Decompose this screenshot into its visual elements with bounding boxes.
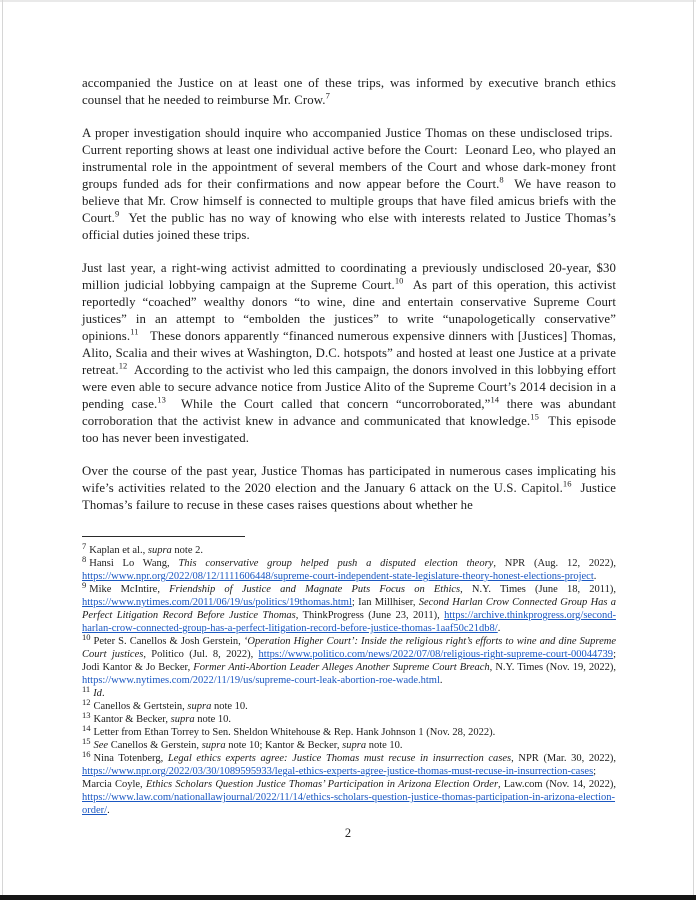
text-run: ; Marcia Coyle, [82,766,597,790]
hyperlink[interactable]: https://www.nytimes.com/2022/11/19/us/supreme-court-leak-abortion-roe-wade.html [82,675,440,686]
text-run: note 10. [194,714,232,725]
text-run: Mike McIntire, [89,584,170,595]
footnote-item [82,709,616,726]
footnote-number: 8 [82,553,87,564]
italic-text: Legal ethics experts agree: Justice Thomas must recuse in insurrection cases [167,753,512,764]
footnote-item [82,696,616,713]
text-run: Hansi Lo Wang, [89,558,179,569]
body-paragraphs [82,75,616,514]
text-run: Kantor & Becker, [93,714,171,725]
scan-edge-top [0,0,696,2]
hyperlink[interactable]: https://www.politico.com/news/2022/07/08/religious-right-supreme-court-00044739 [258,649,614,660]
text-run: Peter S. Canellos & Josh Gerstein, [93,636,244,647]
footnote-ref: 15 [530,411,539,422]
italic-text: ‘Operation Higher Court’: Inside the religious right’s efforts to wine and dine Supreme Court justices [82,636,616,660]
text-run: , Politico (Jul. 8, 2022), [143,649,259,660]
footnote-number: 16 [82,748,91,759]
footnote-number: 13 [82,709,91,720]
footnote-number: 14 [82,722,91,733]
paragraph [82,125,616,244]
hyperlink[interactable]: https://www.nytimes.com/2011/06/19/us/politics/19thomas.html [82,597,352,608]
paragraph [82,75,616,109]
text-run: note 10; Kantor & Becker, [225,740,343,751]
italic-text: Friendship of Justice and Magnate Puts Focus on Ethics [169,584,461,595]
text-run: , N.Y. Times (Nov. 19, 2022), [489,662,616,673]
document-content [82,75,616,900]
footnote-item [82,683,616,700]
text-run: These donors apparently “financed numerous expensive dinners with [Justices] Thomas, Alito, Scalia and their wives at Washington, D.C. hotspots” and hosted at least one Justice at a private retreat. [82,329,616,377]
text-run: This episode too has never been investigated. [82,414,617,445]
scan-edge-left [2,0,3,900]
text-run: According to the activist who led this campaign, the donors involved in this lobbying effort were even able to secure advance notice from Justice Alito of the Supreme Court’s 2014 decision in a pending case. [82,363,616,411]
text-run: . [593,571,597,582]
text-run: As part of this operation, this activist reportedly “coached” wealthy donors “to wine, dine and entertain conservative Supreme Court justices” in an attempt to “embolden the justices” to write “unapologetically conservative” opinions. [82,278,617,343]
hyperlink[interactable]: https://www.npr.org/2022/08/12/1111606448/supreme-court-independent-state-legislature-theory-honest-elections-project [82,571,594,582]
text-run: A proper investigation should inquire who accompanied Justice Thomas on these undisclosed trips. Current reporting shows at least one individual active before the Court: Leonard Leo, who played an instrumental role in the appointment of several members of the Court and whose dark-money front groups funded ads for their confirmations and now appear before the Court. [82,126,616,191]
footnote-item [82,540,616,557]
text-run: Letter from Ethan Torrey to Sen. Sheldon Whitehouse & Rep. Hank Johnson 1 (Nov. 28, 2022). [93,727,496,738]
italic-text: Former Anti-Abortion Leader Alleges Another Supreme Court Breach [193,662,490,673]
italic-text: See [93,740,109,751]
hyperlink[interactable]: https://www.npr.org/2022/03/30/1089595933/legal-ethics-experts-agree-justice-thomas-must-recuse-in-insurrection-cases [82,766,594,777]
footnote-item [82,748,616,817]
text-run: , NPR (Mar. 30, 2022), [511,753,616,764]
hyperlink[interactable]: https://www.law.com/nationallawjournal/2022/11/14/ethics-scholars-question-justice-thomas-participation-in-arizona-election-order/ [82,792,616,816]
text-run: , NPR (Aug. 12, 2022), [493,558,617,569]
footnote-ref: 10 [394,275,404,286]
text-run: . [439,675,443,686]
footnote-number: 7 [82,540,87,551]
text-run: Justice Thomas’s failure to recuse in these cases raises questions about whether he [82,481,616,512]
text-run: Canellos & Gerstein, [108,740,202,751]
text-run: . [107,805,110,816]
text-run: Canellos & Gertstein, [93,701,188,712]
text-run: , ThinkProgress (June 23, 2011), [295,610,445,621]
footnote-ref: 16 [562,478,572,489]
text-run: , N.Y. Times (June 18, 2011), [460,584,616,595]
footnote-ref: 12 [118,360,128,371]
text-run: ; Ian Millhiser, [351,597,419,608]
footnote-number: 9 [82,579,87,590]
footnote-ref: 9 [114,208,120,219]
text-run: Nina Totenberg, [93,753,168,764]
text-run: . [497,623,501,634]
scan-edge-right [693,0,694,900]
italic-text: supra [187,701,212,712]
footnote-item [82,579,617,635]
italic-text: supra [201,740,226,751]
footnote-item [82,735,616,752]
paragraph [82,260,616,447]
italic-text: Ethics Scholars Question Justice Thomas’ Participation in Arizona Election Order [145,779,499,790]
footnote-ref: 7 [325,90,330,101]
text-run: Just last year, a right-wing activist admitted to coordinating a previously undisclosed 20-year, $30 million judicial lobbying campaign at the Supreme Court. [82,261,616,292]
text-run: . [101,688,105,699]
text-run: Kaplan et al., [89,545,148,556]
text-run: ; Jodi Kantor & Jo Becker, [82,649,616,673]
footnote-number: 12 [82,696,91,707]
footnote-divider [82,536,245,537]
text-run: Over the course of the past year, Justice Thomas has participated in numerous cases implicating his wife’s activities related to the 2020 election and the January 6 attack on the U.S. Capitol. [82,464,616,495]
text-run: note 2. [171,545,203,556]
text-run: there was abundant corroboration that the activist knew in advance and communicated that knowledge. [82,397,617,428]
text-run: Yet the public has no way of knowing who else with interests related to Justice Thomas’s official duties joined these trips. [82,211,616,242]
footnote-ref: 8 [499,174,504,185]
footnote-number: 10 [82,631,91,642]
footnote-ref: 14 [490,394,500,405]
footnote-item [82,631,616,687]
text-run: While the Court called that concern “uncorroborated,” [165,397,491,411]
footnote-item [82,553,617,583]
footnotes-section [82,540,617,817]
hyperlink[interactable]: https://archive.thinkprogress.org/second-harlan-crow-connected-group-has-a-perfect-litigation-record-before-justice-thomas-1aaf50c21db8/ [82,610,616,634]
footnote-number: 15 [82,735,91,746]
text-run: , Law.com (Nov. 14, 2022), [498,779,616,790]
italic-text: supra [342,740,367,751]
text-run: accompanied the Justice on at least one of these trips, was informed by executive branch ethics counsel that he needed to reimburse Mr. Crow. [82,76,616,107]
italic-text: Id [93,688,102,699]
italic-text: This conservative group helped push a disputed election theory [178,558,494,569]
footnote-ref: 11 [130,326,139,337]
paragraph [82,463,616,514]
footnote-ref: 13 [157,394,166,405]
text-run: note 10. [366,740,403,751]
italic-text: supra [170,714,195,725]
footnote-item [82,722,616,739]
page-number: 2 [344,826,352,840]
text-run: We have reason to believe that Mr. Crow himself is connected to multiple groups that have filed amicus briefs with the Court. [82,177,616,225]
footnote-number: 11 [82,683,91,694]
text-run: note 10. [211,701,248,712]
italic-text: Second Harlan Crow Connected Group Has a Perfect Litigation Record Before Justice Thomas [82,597,617,621]
italic-text: supra [147,545,172,556]
